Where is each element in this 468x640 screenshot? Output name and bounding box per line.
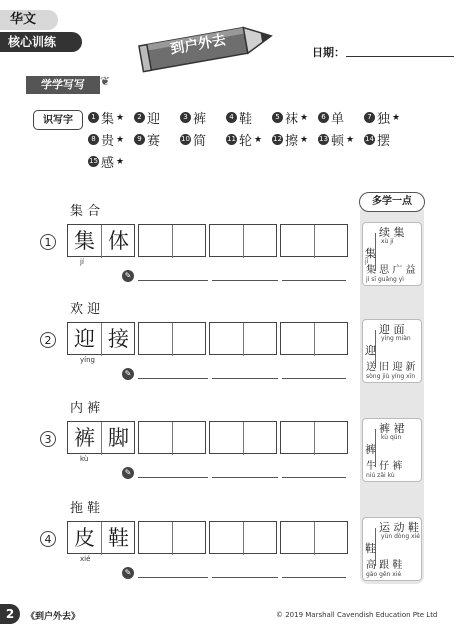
grid-divider xyxy=(243,225,277,258)
character-item xyxy=(364,130,390,149)
related-word-bottom: 高 跟 鞋 xyxy=(366,560,403,571)
sample-character: 迎 xyxy=(74,327,95,351)
writing-grid[interactable] xyxy=(209,421,277,454)
more-words-card xyxy=(362,319,422,383)
writing-grid[interactable] xyxy=(280,224,348,257)
item-number: 12 xyxy=(273,135,282,143)
related-pinyin-top: kù qún xyxy=(381,434,402,441)
line-gap xyxy=(208,476,212,479)
item-number: 10 xyxy=(181,135,190,143)
writing-grid[interactable] xyxy=(209,224,277,257)
sample-character: 体 xyxy=(108,229,129,253)
grid-divider xyxy=(172,323,206,356)
item-number: 7 xyxy=(364,112,375,123)
date-label: 日期： xyxy=(312,46,345,59)
write-line[interactable] xyxy=(138,477,346,478)
line-gap xyxy=(278,279,282,282)
related-pinyin-bottom: jí sī guǎng yì xyxy=(366,276,404,283)
grid-divider xyxy=(243,522,277,555)
related-word-bottom: 集 思 广 益 xyxy=(366,265,416,276)
sample-character: 皮 xyxy=(74,526,95,550)
more-words-card xyxy=(362,517,422,581)
item-number: 3 xyxy=(180,112,191,123)
row-number: 1 xyxy=(40,234,56,250)
character-item xyxy=(364,108,400,127)
pinyin-label: jí xyxy=(80,258,84,266)
key-character: 裤 xyxy=(365,443,376,456)
more-words-card xyxy=(362,222,422,286)
writing-grid[interactable] xyxy=(209,322,277,355)
word-label: 内 裤 xyxy=(70,401,101,416)
related-pinyin-bottom: gāo gēn xié xyxy=(366,571,402,578)
item-character: 迎 xyxy=(147,112,161,127)
star-icon: ★ xyxy=(392,112,401,123)
key-pinyin: jí xyxy=(365,258,369,265)
item-number: 8 xyxy=(88,134,99,145)
footer-copyright: © 2019 Marshall Cavendish Education Pte Ltd xyxy=(276,611,438,619)
character-item xyxy=(272,130,308,149)
item-character: 独 xyxy=(377,112,391,127)
item-number: 5 xyxy=(272,112,283,123)
writing-grid[interactable] xyxy=(280,521,348,554)
pencil-icon: ✎ xyxy=(122,567,134,579)
item-number: 6 xyxy=(318,112,329,123)
character-item xyxy=(134,108,160,127)
writing-grid[interactable] xyxy=(138,521,206,554)
related-word-top: 裤 裙 xyxy=(379,422,405,435)
word-label: 欢 迎 xyxy=(70,302,101,317)
item-number: 14 xyxy=(365,135,374,143)
item-character: 贵 xyxy=(101,134,115,149)
sample-grid xyxy=(67,224,135,257)
sample-grid xyxy=(67,521,135,554)
more-words-card xyxy=(362,418,422,482)
character-item xyxy=(272,108,308,127)
item-number: 13 xyxy=(319,135,328,143)
item-character: 轮 xyxy=(239,134,253,149)
pencil-icon: ✎ xyxy=(122,368,134,380)
grid-divider xyxy=(172,522,206,555)
related-pinyin-top: yíng miàn xyxy=(381,335,411,342)
subject-tag: 华文 xyxy=(0,10,58,30)
grid-divider xyxy=(314,522,348,555)
item-character: 摆 xyxy=(377,134,391,149)
grid-divider xyxy=(314,225,348,258)
sample-grid xyxy=(67,322,135,355)
star-icon: ★ xyxy=(116,112,125,123)
footer-lesson: 《到户外去》 xyxy=(26,612,81,622)
item-number: 11 xyxy=(227,135,236,143)
related-word-top: 续 集 xyxy=(379,226,405,239)
section-tag: 核心训练 xyxy=(0,32,82,52)
sample-character: 接 xyxy=(108,327,129,351)
date-field[interactable] xyxy=(346,56,454,57)
related-word-top: 运 动 鞋 xyxy=(379,521,419,534)
grid-divider xyxy=(314,422,348,455)
related-pinyin-top: xù jí xyxy=(381,238,394,245)
grid-divider xyxy=(243,323,277,356)
key-character: 集 xyxy=(365,247,376,260)
writing-grid[interactable] xyxy=(280,421,348,454)
character-item xyxy=(226,130,262,149)
related-word-bottom: 牛 仔 裤 xyxy=(366,461,403,472)
item-number: 9 xyxy=(134,134,145,145)
line-gap xyxy=(278,476,282,479)
writing-grid[interactable] xyxy=(138,322,206,355)
page-number: 2 xyxy=(0,604,20,624)
lesson-title: 到户外去 xyxy=(169,32,228,58)
character-item xyxy=(88,152,124,171)
item-character: 裤 xyxy=(193,112,207,127)
item-character: 鞋 xyxy=(239,112,253,127)
character-item xyxy=(318,130,354,149)
item-character: 顿 xyxy=(331,134,345,149)
sprout-icon: ❦ xyxy=(100,74,111,88)
pinyin-label: yíng xyxy=(80,356,95,364)
sample-character: 集 xyxy=(74,229,95,253)
star-icon: ★ xyxy=(254,134,263,145)
character-item xyxy=(180,108,206,127)
pinyin-label: kù xyxy=(80,455,89,463)
sample-character: 鞋 xyxy=(108,526,129,550)
item-character: 简 xyxy=(193,134,207,149)
line-gap xyxy=(208,576,212,579)
line-gap xyxy=(278,576,282,579)
learn-section-tag: 学学写写 xyxy=(26,76,100,94)
character-item xyxy=(134,130,160,149)
write-line[interactable] xyxy=(138,577,346,578)
grid-divider xyxy=(314,323,348,356)
sidebar-title: 多学一点 xyxy=(359,192,425,212)
related-pinyin-bottom: sòng jiù yíng xīn xyxy=(366,373,416,380)
related-pinyin-top: yùn dòng xié xyxy=(381,533,420,540)
writing-grid[interactable] xyxy=(138,421,206,454)
item-number: 1 xyxy=(88,112,99,123)
line-gap xyxy=(208,377,212,380)
related-word-top: 迎 面 xyxy=(379,323,405,336)
sample-character: 脚 xyxy=(108,426,129,450)
character-item xyxy=(180,130,206,149)
sample-grid xyxy=(67,421,135,454)
row-number: 3 xyxy=(40,431,56,447)
star-icon: ★ xyxy=(346,134,355,145)
pinyin-label: xié xyxy=(80,555,91,563)
star-icon: ★ xyxy=(300,112,309,123)
key-character: 迎 xyxy=(365,344,376,357)
character-item xyxy=(226,108,252,127)
related-pinyin-bottom: niú zǎi kù xyxy=(366,472,395,479)
word-label: 集 合 xyxy=(70,204,101,219)
grid-divider xyxy=(243,422,277,455)
row-number: 4 xyxy=(40,531,56,547)
line-gap xyxy=(278,377,282,380)
line-gap xyxy=(208,279,212,282)
item-character: 擦 xyxy=(285,134,299,149)
character-item xyxy=(88,108,124,127)
item-number: 2 xyxy=(134,112,145,123)
write-line[interactable] xyxy=(138,378,346,379)
writing-grid[interactable] xyxy=(280,322,348,355)
word-label: 拖 鞋 xyxy=(70,501,101,516)
recognize-label: 识写字 xyxy=(33,110,83,130)
star-icon: ★ xyxy=(116,156,125,167)
item-number: 4 xyxy=(226,112,237,123)
writing-grid[interactable] xyxy=(209,521,277,554)
grid-divider xyxy=(172,422,206,455)
related-word-bottom: 送 旧 迎 新 xyxy=(366,362,416,373)
sample-character: 裤 xyxy=(74,426,95,450)
character-item xyxy=(88,130,124,149)
item-character: 单 xyxy=(331,112,345,127)
star-icon: ★ xyxy=(300,134,309,145)
item-character: 感 xyxy=(101,156,115,171)
pencil-icon: ✎ xyxy=(122,270,134,282)
grid-divider xyxy=(172,225,206,258)
item-number: 15 xyxy=(89,157,98,165)
item-character: 赛 xyxy=(147,134,161,149)
pencil-icon: ✎ xyxy=(122,467,134,479)
character-item xyxy=(318,108,344,127)
key-character: 鞋 xyxy=(365,542,376,555)
writing-grid[interactable] xyxy=(138,224,206,257)
row-number: 2 xyxy=(40,332,56,348)
item-character: 集 xyxy=(101,112,115,127)
star-icon: ★ xyxy=(116,134,125,145)
write-line[interactable] xyxy=(138,280,346,281)
item-character: 袜 xyxy=(285,112,299,127)
